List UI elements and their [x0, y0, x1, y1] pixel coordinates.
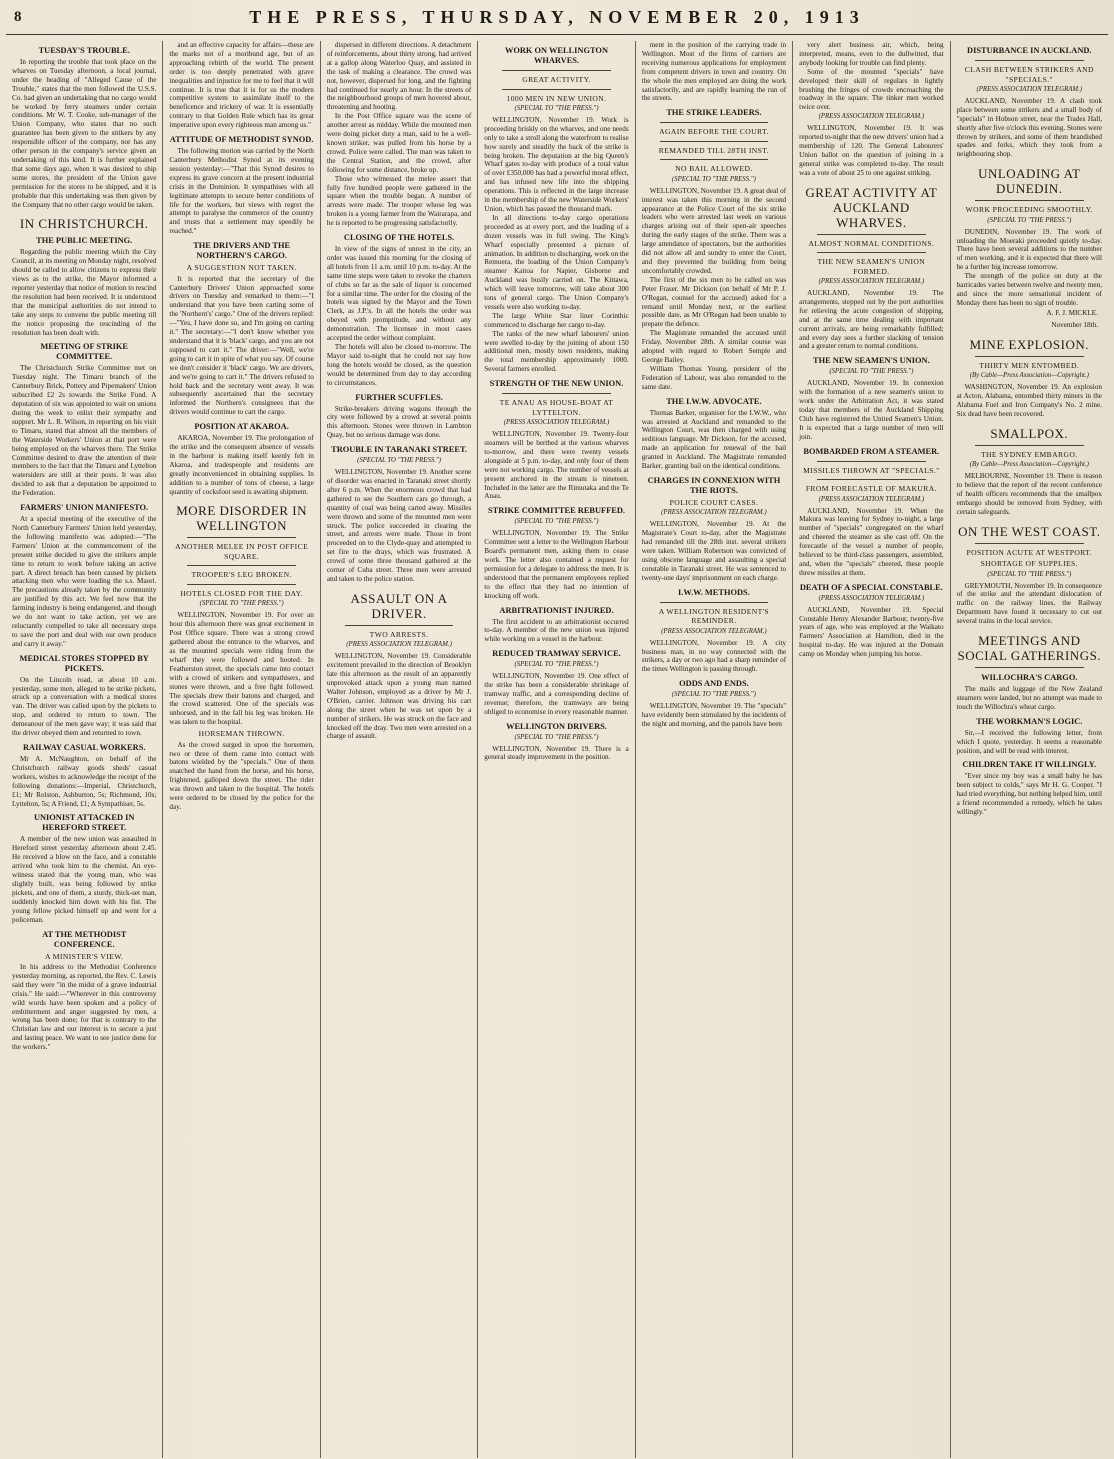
article-paragraph: WASHINGTON, November 19. An explosion at Acton, Alabama, entombed thirty miners in the Alabama Fuel and Iron Company's No. 2 mine. Six dead have been recovered. [956, 383, 1102, 418]
dateline-source: (PRESS ASSOCIATION TELEGRAM.) [503, 419, 610, 427]
article-headline: MEDICAL STORES STOPPED BY PICKETS. [19, 653, 149, 673]
article-paragraph: WELLINGTON, November 19. At the Magistrate's Court to-day, after the Magistrate had remanded till the 28th inst. several strikers were taken. William Robertson was convicted of using obscene language and assaulting a special constable in Taranaki street. He was sentenced to twenty-one days' imprisonment on each charge. [641, 520, 787, 582]
article-paragraph: The strength of the police on duty at the barricades varies between twelve and twenty men, and since the more sensational incident of Monday there has been no sign of trouble. [956, 272, 1102, 307]
subheadline: ANOTHER MELEE IN POST OFFICE SQUARE. [175, 542, 309, 561]
subheadline: THE NEW SEAMEN'S UNION FORMED. [817, 257, 926, 276]
dateline-source: (PRESS ASSOCIATION TELEGRAM.) [818, 278, 925, 286]
article-paragraph: Mr A. McNaughton, on behalf of the Christchurch railway goods sheds' casual workers, wishes to acknowledge the receipt of the following donations:—Imperial, Christchurch, £1; Mr Rolston, Ashburton, 5s; Richmond, 10s; Lyttelton, 5s; A Friend, £1; A Sympathiser, 5s. [12, 755, 157, 808]
article-paragraph: The following motion was carried by the North Canterbury Methodist Synod at its evening session yesterday:—"That this Synod desires to express its grave concern at the present industrial crisis in the Dominion. It sympathises with all legitimate attempts to secure better conditions of life for the workers, but views with regret the attempt to paralyse the commerce of the country and trusts that a settlement may speedily be reached." [169, 147, 314, 236]
column-3 [321, 41, 478, 1458]
article-paragraph: In the Post Office square was the scene of another arrest as midday. While the mounted men were doing picket duty a man, said to be a well-known striker, was pulled from his horse by a crowd. Police were called. The man was taken to the Central Station, and the crowd, after following for some distance, broke up. [326, 112, 472, 174]
article-headline: THE I.W.W. ADVOCATE. [666, 396, 762, 406]
divider-rule [975, 200, 1084, 201]
subheadline: HORSEMAN THROWN. [198, 729, 285, 739]
article-headline: DEATH OF A SPECIAL CONSTABLE. [799, 582, 943, 592]
page-number: 8 [14, 8, 22, 25]
dateline-source: (SPECIAL TO "THE PRESS.") [514, 105, 599, 112]
article-headline: BOMBARDED FROM A STEAMER. [803, 446, 940, 456]
column-4 [478, 41, 635, 1458]
article-headline: UNIONIST ATTACKED IN HEREFORD STREET. [33, 813, 135, 833]
article-paragraph: ment in the position of the carrying trade in Wellington. Most of the firms of carriers are receiving numerous applications for employment from competent drivers in town and country. On the whole the men employed are doing the work satisfactorily, and are rapidly learning the run of the streets. [641, 41, 787, 103]
subheadline: ALMOST NORMAL CONDITIONS. [808, 238, 935, 248]
article-paragraph: WELLINGTON, November 19. There is a general steady improvement in the position. [484, 744, 629, 762]
section-headline: IN CHRISTCHURCH. [19, 216, 149, 232]
article-headline: CLOSING OF THE HOTELS. [343, 233, 455, 243]
subheadline: SHORTAGE OF SUPPLIES. [980, 559, 1078, 569]
dateline-source: (PRESS ASSOCIATION TELEGRAM.) [346, 641, 452, 649]
dateline-source: (SPECIAL TO "THE PRESS.") [514, 661, 599, 669]
subheadline: THE SYDNEY EMBARGO. [981, 449, 1078, 459]
article-headline: I.W.W. METHODS. [678, 587, 750, 597]
article-paragraph: As the crowd surged in upon the horsemen, two or three of them came into contact with batons wielded by the "specials." One of them snatched the hand from the horse, and his horse, frightened, galloped down the street. The rider was thrown and taken to the hospital. The hotels were ordered to be closed by the police for the day. [169, 740, 314, 811]
subheadline: POSITION ACUTE AT WESTPORT. [966, 547, 1093, 557]
article-paragraph: WELLINGTON, November 19. Work is proceeding briskly on the wharves, and one needs only to take a stroll along the waterfront to realise how surely and steadily the back of the strike is being broken. The deputation at the big Queen's Wharf gates to-day with produce of a total value of over £350,000 has had a powerful moral effect, and has infused new life into the shipping operations. This is reflected in the large increase in the membership of the new Waterside Workers' Union, which has passed the thousand mark. [484, 115, 629, 213]
article-headline: THE WORKMAN'S LOGIC. [976, 716, 1083, 726]
section-headline: MEETINGS AND SOCIAL GATHERINGS. [957, 633, 1102, 664]
article-headline: REDUCED TRAMWAY SERVICE. [492, 649, 621, 659]
dateline-source: (PRESS ASSOCIATION TELEGRAM.) [976, 86, 1083, 93]
article-paragraph: WELLINGTON, November 19. Twenty-four steamers will be berthed at the various wharves to-morrow, and there were twenty vessels alongside at 5 p.m. to-day, and only four of them were not working cargo. The number of vessels at present anchored in the stream is nineteen. Included in the latter are the Rimutaka and the Te Anau. [484, 430, 629, 501]
article-paragraph: AKAROA, November 19. The prolongation of the strike and the consequent absence of vessels in the harbour is making itself keenly felt in Akaroa, and tradespeople and residents are greatly inconvenienced in obtaining supplies. In addition to a number of tons of cheese, a large quantity of cocksfoot seed is awaiting shipment. [169, 434, 314, 496]
article-paragraph: The hotels will also be closed to-morrow. The Mayor said to-night that he could not say how long the hotels would be closed, as the question would be determined from day to day according to circumstances. [326, 343, 472, 387]
section-headline: ON THE WEST COAST. [958, 523, 1101, 539]
article-paragraph: GREYMOUTH, November 19. In consequence of the strike and the attendant dislocation of traffic on the railway lines, the Railway Department have found it necessary to cut out several trains in the local service. [956, 581, 1102, 626]
subheadline: GREAT ACTIVITY. [522, 75, 591, 84]
column-2 [163, 41, 320, 1458]
article-paragraph: Sir,—I received the following letter, from which I quote, yesterday. It seems a reasonable position, and will be read with interest. [956, 728, 1102, 755]
article-paragraph: A member of the new union was assaulted in Hereford street yesterday afternoon about 2.45. He received a blow on the face, and a constable arrived who took him to the chemist. An eye-witness stated that the young man, who was slightly built, was being followed by strike pickets, and one of them, a sturdy, thick-set man, suddenly knocked him down with his fist. The young fellow picked himself up and went for a policeman. [12, 835, 157, 924]
divider-rule [975, 667, 1084, 668]
masthead [6, 0, 1108, 35]
dateline-source: (SPECIAL TO "THE PRESS.") [987, 570, 1072, 578]
dateline-source: (PRESS ASSOCIATION TELEGRAM.) [818, 113, 925, 121]
subheadline: AGAIN BEFORE THE COURT. [659, 127, 769, 137]
divider-rule [187, 584, 295, 585]
article-paragraph: At a special meeting of the executive of the North Canterbury Farmers' Union held yesterday, the following manifesto was adopted:—"The Farmers' Union at the commencement of the present strike decided to give the strikers ample time to return to work before taking an active part. A direct breach has been caused by pickets attacking men who were loading the s.s. Maori. The precautions already taken by the community are justified by this act. We feel now that the farming industry is being endangered, and though we do not want to take action, yet we are reluctantly compelled to take all necessary steps to save the port and deal with our own produce and carry it away." [12, 515, 157, 648]
article-headline: ODDS AND ENDS. [679, 679, 749, 689]
column-5 [636, 41, 793, 1458]
article-paragraph: AUCKLAND, November 19. The arrangements, stepped out by the port authorities for relieving the acute congestion of shipping, and at the same time dealing with important current arrivals, are being remarkably fulfilled; and every day sees a further slacking of tension and a greater return to normal conditions. [799, 289, 944, 351]
article-headline: TUESDAY'S TROUBLE. [38, 46, 130, 55]
dateline-source: (SPECIAL TO "THE PRESS.") [671, 175, 756, 183]
divider-rule [975, 543, 1084, 544]
article-paragraph: WELLINGTON, November 19. One effect of the strike has been a considerable shrinkage of tramway traffic, and a corresponding decline of revenue; therefore, the tramways are being obliged to economise in every reasonable manner. [484, 672, 629, 716]
article-headline: MEETING OF STRIKE COMMITTEE. [40, 342, 129, 362]
article-paragraph: The Christchurch Strike Committee met on Tuesday night. The Timaru branch of the Canterbury Brick, Pottery and Pipemakers' Union subscribed £2 2s towards the Strike Fund. A deputation of six was appointed to wait on unions during the week to enlist their sympathy and support. Mr L. R. Wilson, in reporting on his visit to Timaru, stated that almost all the members of the Waterside Workers' Union at that port were being employed on the wharves there. The Strike Committee desired to draw the attention of their members to the fact that the Timaru and Lyttelton watersiders are still at their posts. It was also decided to ask that a deputation be appointed to the Federation. [12, 364, 157, 498]
divider-rule [345, 625, 453, 626]
section-headline: UNLOADING AT DUNEDIN. [978, 166, 1081, 197]
article-paragraph: WELLINGTON, November 19. For over an hour this afternoon there was great excitement in Post Office square. There was a strong crowd gathered about the entrance to the wharves, and as the mounted specials were riding from the wharf they were followed and hooted. In Featherston street, the specials came into contact with a crowd of strikers and sympathisers, and stones were thrown, and a free fight followed. The specials drew their batons and charged, and the crowd scattered. One of the specials was unhorsed, and in the fall his leg was broken. He was taken to the hospital. [169, 611, 314, 727]
article-paragraph: WELLINGTON, November 19. A great deal of interest was taken this morning in the second appearance at the Police Court of the six strike leaders who were arrested last week on various charges arising out of their open-air speeches during the early stages of the strike. There was a large attendance of spectators, but the authorities did not allow all and sundry to enter the Court, and they prevented the building from being uncomfortably crowded. [641, 186, 787, 275]
article-paragraph: MELBOURNE, November 19. There is reason to believe that the report of the recent conference of health officers recommends that the smallpox embargo should be removed from Sydney, with certain safeguards. [956, 472, 1102, 516]
column-7 [951, 41, 1108, 1458]
article-paragraph: WELLINGTON, November 19. The "specials" have evidently been stimulated by the incidents of the night and morning, and the patrols have been [641, 702, 787, 728]
dateline-source: (SPECIAL TO "THE PRESS.") [671, 691, 756, 699]
article-headline: DISTURBANCE IN AUCKLAND. [967, 46, 1092, 55]
subheadline: TE ANAU AS HOUSE-BOAT AT LYTTELTON. [499, 398, 614, 417]
article-paragraph: Those who witnessed the melee assert that fully five hundred people were gathered in the square when the trouble began. A number of arrests were made. The trooper whose leg was broken is a young farmer from the Wairarapa, and he is reported to be progressing satisfactorily. [326, 174, 472, 228]
dateline-source: (PRESS ASSOCIATION TELEGRAM.) [661, 627, 767, 635]
dateline-source: (SPECIAL TO "THE PRESS.") [987, 216, 1072, 224]
article-headline: RAILWAY CASUAL WORKERS. [22, 743, 146, 752]
divider-rule [975, 60, 1084, 61]
divider-rule [187, 537, 295, 538]
article-headline: STRENGTH OF THE NEW UNION. [489, 379, 624, 389]
article-paragraph: dispersed in different directions. A detachment of reinforcements, about thirty strong, had arrived at a gallop along Waterloo Quay, and assisted in the task of making a clearance. The crowd was not, however, dispersed for long, and the fighting had continued for nearly an hour. In the streets of the neighbourhood groups of men hovered about, threatening and hooting. [326, 41, 472, 112]
section-headline: GREAT ACTIVITY AT AUCKLAND WHARVES. [805, 184, 938, 230]
divider-rule [660, 122, 768, 123]
article-paragraph: The first of the six men to be called on was Peter Fraser. Mr Dickson (on behalf of Mr P. J. O'Regan, counsel for the accused) asked for a remand until Monday next, or the earliest possible date, as Mr O'Regan had been unable to prepare the defence. [641, 275, 787, 329]
divider-rule [817, 234, 925, 235]
article-paragraph: In his address to the Methodist Conference yesterday morning, as reported, the Rev. C. Lewis said they were "in the midst of a grave industrial crisis." He said:—"Wherever in this controversy wild words have been spoken and a policy of embitterment and anger suggested by men, a wrong has been done; for that is contrary to the Christian law and our interest is to secure a just and lasting peace. We want to see justice done for the workers." [12, 963, 157, 1052]
article-paragraph: Regarding the public meeting which the City Council, at its meeting on Monday night, resolved should be called to allow citizens to express their views as to the strike, the Mayor informed a reporter yesterday that notice of motion to rescind the resolution had been received. It is understood that the municipal authorities do not intend to take any steps to convene the public meeting till the notice proposing the rescinding of the resolution has been dealt with. [12, 248, 157, 337]
article-paragraph: Strike-breakers driving wagons through the city were followed by a crowd at several points this afternoon. Stones were thrown in Lambton Quay, but no serious damage was done. [326, 404, 472, 440]
section-headline: MINE EXPLOSION. [969, 336, 1089, 352]
subheadline: A MINISTER'S VIEW. [45, 951, 124, 961]
article-headline: CHILDREN TAKE IT WILLINGLY. [962, 760, 1097, 770]
article-headline: AT THE METHODIST CONFERENCE. [42, 929, 127, 949]
article-headline: WELLINGTON DRIVERS. [506, 721, 607, 731]
article-paragraph: AUCKLAND, November 19. In connexion with the formation of a new seamen's union to work under the Arbitration Act, it was stated today that members of the Auckland Shipping Club have registered the United Seamen's Union. It is expected that a large number of men will join. [799, 379, 944, 441]
column-6 [793, 41, 950, 1458]
divider-rule [660, 159, 768, 160]
subheadline: THIRTY MEN ENTOMBED. [979, 360, 1080, 370]
article-paragraph: WELLINGTON, November 19. The Strike Committee sent a letter to the Wellington Harbour Board's permanent men, asking them to cease work. The letter also contained a request for permission for a delegate to address the men. It is understood that the permanent employees replied to the effect that they had no intention of knocking off work. [484, 529, 629, 600]
article-paragraph: and an effective capacity for affairs—these are the marks not of a moribund age, but of an approaching rebirth of the world. The present order is too deeply penetrated with grave inequalities and injustice for me to feel that it will continue. It is true that it is for us the modern competitive system to assimilate itself to the beneficence and trickery of war. It is essentially contrary to that Golden Rule which has its great imperative upon every righteous man among us." [169, 41, 314, 130]
newspaper-title: THE PRESS, THURSDAY, NOVEMBER 20, 1913 [249, 6, 865, 27]
divider-rule [817, 479, 925, 480]
article-headline: FARMERS' UNION MANIFESTO. [20, 503, 149, 513]
dateline-source: (SPECIAL TO "THE PRESS.") [514, 733, 599, 741]
dateline-source: (By Cable—Press Association—Copyright.) [969, 372, 1089, 380]
signature: A. F. J. MICKLE. [1046, 308, 1098, 317]
article-paragraph: WELLINGTON, November 19. Considerable excitement prevailed in the direction of Brooklyn late this afternoon as the result of an apparently unprovoked attack upon a young man named Walter Johnson, employed as a driver by Mr J. O'Brien, carrier. Johnson was driving his cart along the street when he was set upon by a number of strikers. He was struck on the face and knocked off the dray. Two men were arrested on a charge of assault. [326, 652, 472, 741]
article-headline: THE STRIKE LEADERS. [666, 108, 762, 118]
article-headline: WILLOCHRA'S CARGO. [981, 673, 1078, 683]
divider-rule [817, 461, 925, 462]
divider-rule [502, 393, 610, 394]
dateline-source: (PRESS ASSOCIATION TELEGRAM.) [818, 594, 925, 602]
dateline-source: (PRESS ASSOCIATION TELEGRAM.) [661, 509, 767, 517]
article-headline: THE DRIVERS AND THE NORTHERN'S CARGO. [193, 241, 291, 261]
article-paragraph: AUCKLAND, November 19. Special Constable Henry Alexander Barbour, twenty-five years of age, who was employed at the Waikato Farmers' Association at Hamilton, died in the hospital to-day. He was injured at the Domain camp on Monday when jumping his horse. [799, 605, 944, 659]
divider-rule [975, 356, 1084, 357]
article-headline: TROUBLE IN TARANAKI STREET. [331, 445, 468, 455]
article-paragraph: very alert business air, which, being interpreted, means, even to the dullwitted, that anybody looking for trouble can find plenty. [799, 41, 944, 67]
divider-rule [660, 141, 768, 142]
article-headline: STRIKE COMMITTEE REBUFFED. [487, 506, 626, 516]
article-headline: THE PUBLIC MEETING. [36, 236, 133, 246]
article-paragraph: In reporting the trouble that took place on the wharves on Tuesday afternoon, a local journal, under the heading of "Alleged Cause of the Trouble," states that the men followed the U.S.S. Co. had given an undertaking that no cargo would be worked by ferry steamers under certain conditions. Mr W. T. Cooke, sub-manager of the Union Company, who states that no such guarantee has been given to the strikers by any responsible officer of the company, nor has any other person in the company's service given an undertaking of this kind. It is further explained that some days ago, when it was desired to ship some stores, the president of the Union gave permission for the stores to be shipped, and it is probable that this undertaking was then given by the Company that no other cargo would be taken. [12, 58, 157, 209]
section-headline: MORE DISORDER IN WELLINGTON [176, 503, 308, 534]
article-paragraph: AUCKLAND, November 19. When the Makura was leaving for Sydney to-night, a large number of "specials" congregated on the wharf and cheered the steamer as she cast off. On the forecastle of the vessel a number of people, believed to be third-class passengers, assembled, and, when the "specials" cheered, these people threw missiles at them. [799, 506, 944, 577]
article-headline: POSITION AT AKAROA. [194, 422, 289, 432]
article-paragraph: The Magistrate remanded the accused until Friday, November 28th. A similar course was adopted with regard to Robert Semple and George Bailey. [641, 329, 787, 364]
article-headline: FURTHER SCUFFLES. [355, 392, 443, 402]
article-paragraph: WELLINGTON, November 19. Another scene of disorder was enacted in Taranaki street shortly after 6 p.m. When the enormous crowd that had gathered to see the Southern cars go through, a quantity of coal was being carted away. Missiles were thrown and some of the mounted men were struck. The police succeeded in clearing the street, and arrests were made. Those in front proceeded on to the Clyde-quay and attempted to set fire to the drays, which was frustrated. A crowd of some three thousand gathered at the corner of Cuba street. Three men were arrested and taken to the police station. [326, 468, 472, 583]
subheadline: NO BAIL ALLOWED. [675, 164, 753, 174]
dateline-source: (SPECIAL TO "THE PRESS.") [829, 368, 914, 376]
article-headline: ATTITUDE OF METHODIST SYNOD. [169, 135, 314, 145]
subheadline: POLICE COURT CASES. [669, 497, 759, 507]
article-paragraph: In all directions to-day cargo operations proceeded as at every port, and the loading of a dozen vessels was in full swing. The King's Wharf especially presented a picture of animation. In addition to discharging, work on the Remuera, the loading of the Union Company's steamer Kaitoa for Napier, Gisborne and Auckland was busily carried on. The Kittawa, which will leave tomorrow, will take about 300 tons of general cargo. The Union Company's vessels were also working to-day. [484, 213, 629, 311]
subheadline: REMANDED TILL 28TH INST. [658, 145, 770, 155]
dateline-source: (SPECIAL TO "THE PRESS.") [199, 600, 284, 608]
divider-rule [660, 602, 768, 603]
article-paragraph: William Thomas Young, president of the Federation of Labour, was also remanded to the same date. [641, 364, 787, 391]
article-headline: WORK ON WELLINGTON WHARVES. [504, 46, 608, 65]
divider-rule [502, 70, 610, 71]
subheadline: TROOPER'S LEG BROKEN. [191, 570, 292, 580]
divider-rule [817, 252, 925, 253]
divider-rule [502, 89, 610, 90]
article-paragraph: WELLINGTON, November 19. A city business man, in no way connected with the strikers, a day or two ago had a sharp reminder of the times Wellington is passing through. [641, 638, 787, 674]
subheadline: HOTELS CLOSED FOR THE DAY. [180, 588, 303, 598]
article-paragraph: The mails and luggage of the New Zealand steamers were landed, but no attempt was made to touch the Willochra's wheat cargo. [956, 685, 1102, 711]
article-columns [6, 41, 1108, 1458]
subheadline: WORK PROCEEDING SMOOTHLY. [965, 205, 1093, 215]
dateline-source: (PRESS ASSOCIATION TELEGRAM.) [818, 495, 925, 503]
article-paragraph: It is reported that the secretary of the Canterbury Drivers' Union approached some drivers on Tuesday and remarked to them:—"I understand that you have been carting some of the 'Northern's' cargo." One of the drivers replied:—"Yes, I have done so, and I'm going on carting it." The secretary:—"I don't know whether you understand that it is 'black' cargo, and you are not supposed to cart it." The driver:—"Well, we're going to cart it in spite of what you say. Of course we don't consider it 'black' cargo. We are drivers, and we're going to cart it." The drivers refused to hold back and the secretary went away. It was subsequently ascertained that the secretary informed the Northern's consignees that the drivers would continue to cart the cargo. [169, 274, 314, 417]
article-paragraph: The first accident to an arbitrationist occurred to-day. A member of the new union was injured while working on a vessel in the harbour. [484, 617, 629, 644]
subheadline: CLASH BETWEEN STRIKERS AND "SPECIALS." [964, 65, 1094, 84]
article-paragraph: AUCKLAND, November 19. A clash took place between some strikers and a small body of "specials" in Hobson street, near the Trades Hall, shortly after five o'clock this evening. Stones were thrown by strikers, and some of them brandished spades and forks, which they took from a neighbouring shop. [956, 96, 1102, 159]
article-headline: ARBITRATIONIST INJURED. [499, 605, 614, 615]
signature: November 18th. [1051, 320, 1098, 329]
subheadline: A SUGGESTION NOT TAKEN. [186, 263, 297, 273]
dateline-source: (SPECIAL TO "THE PRESS.") [357, 457, 442, 465]
article-paragraph: Some of the mounted "specials" have developed their skill of regulars in lightly brushing the fringes of crowds encroaching the roadway in the square. The tinker men worked twice over. [799, 67, 944, 112]
dateline-source: (By Cable—Press Association—Copyright.) [969, 461, 1089, 469]
section-headline: ASSAULT ON A DRIVER. [350, 590, 448, 621]
article-paragraph: DUNEDIN, November 19. The work of unloading the Moeraki proceeded quietly to-day. There have been several additions to the number of men working, and it is expected that there will be a further big increase tomorrow. [956, 227, 1102, 272]
article-paragraph: The large White Star liner Corinthic commenced to discharge her cargo to-day. [484, 311, 629, 329]
article-headline: CHARGES IN CONNEXION WITH THE RIOTS. [647, 475, 781, 495]
article-paragraph: WELLINGTON, November 19. It was reported to-night that the new drivers' union had a membership of 120. The General Labourers' Union ballot on the question of joining in a general strike was completed to-day. The result was a vote of about 25 to one against striking. [799, 124, 944, 177]
column-1 [6, 41, 163, 1458]
section-headline: SMALLPOX. [990, 425, 1069, 441]
subheadline: MISSILES THROWN AT "SPECIALS." [803, 465, 940, 475]
divider-rule [975, 445, 1084, 446]
subheadline: 1000 MEN IN NEW UNION. [506, 93, 607, 103]
article-paragraph: "Ever since my boy was a small baby he has been subject to colds," says Mr H. G. Cooper. "I had tried everything, but nothing helped him, until a friend recommended a remedy, which he takes willingly." [956, 772, 1102, 817]
article-paragraph: Thomas Barker, organiser for the I.W.W., who was arrested at Auckland and remanded to the Wellington Court, was then charged with using seditious language. Mr Dickson, for the accused, made an application for renewal of the bail granted in Auckland. The Magistrate remanded Barker, granting bail on the identical conditions. [641, 408, 787, 471]
article-paragraph: On the Lincoln road, at about 10 a.m. yesterday, some men, alleged to be strike pickets, struck up a conversation with a medical stores van. The driver was called upon by the pickets to stop, and ordered to return to town. The demeanour of the men gave way; it was said that the driver obeyed them and returned to town. [12, 675, 157, 738]
subheadline: TWO ARRESTS. [369, 629, 429, 639]
article-paragraph: The ranks of the new wharf labourers' union were swelled to-day by the joining of about 150 additional men, mostly town residents, making the total membership approximately 1000. Several farmers enrolled. [484, 329, 629, 374]
article-paragraph: In view of the signs of unrest in the city, an order was issued this morning for the closing of all hotels from 11 a.m. until 10 p.m. to-day. At the same time steps were taken to revoke the charters of clubs so far as the sale of liquor is concerned for a similar time. The order for the closing of the hotels was signed by the Mayor and the Town Clerk, as J.P.'s. In all the hotels the order was obeyed with promptitude, and without any demonstration. The licensee in most cases accepted the order without complaint. [326, 245, 472, 343]
subheadline: FROM FORECASTLE OF MAKURA. [805, 484, 937, 494]
article-headline: THE NEW SEAMEN'S UNION. [813, 356, 930, 366]
subheadline: A WELLINGTON RESIDENT'S REMINDER. [658, 606, 770, 626]
dateline-source: (SPECIAL TO "THE PRESS.") [514, 518, 599, 526]
divider-rule [187, 565, 295, 566]
